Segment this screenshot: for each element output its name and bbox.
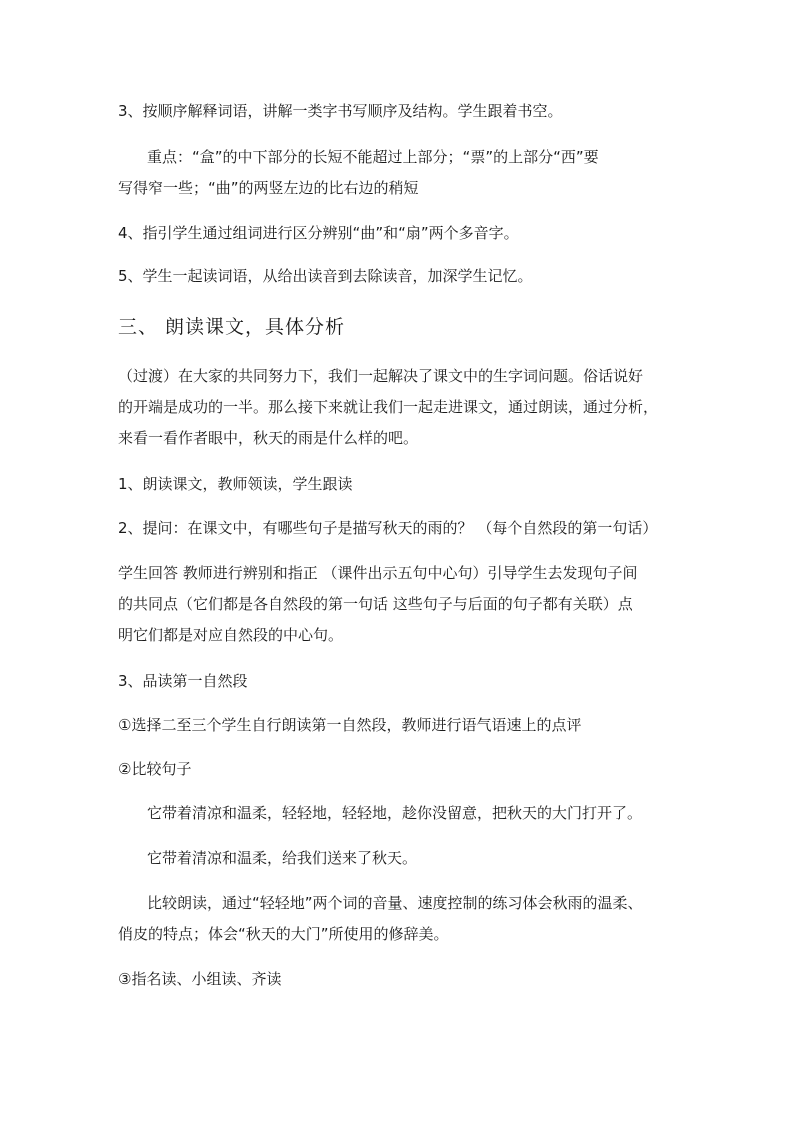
transition-line-1: （过渡）在大家的共同努力下，我们一起解决了课文中的生字词问题。俗话说好 xyxy=(118,367,644,385)
item-3-text: ③指名读、小组读、齐读 xyxy=(118,970,282,988)
item-1-text: ①选择二至三个学生自行朗读第一自然段，教师进行语气语速上的点评 xyxy=(118,716,582,734)
answer-line-1: 学生回答 教师进行辨别和指正 （课件出示五句中心句）引导学生去发现句子间 xyxy=(118,564,638,582)
step-3b-text: 3、品读第一自然段 xyxy=(118,672,248,690)
transition-line-3: 来看一看作者眼中，秋天的雨是什么样的吧。 xyxy=(118,429,419,447)
step-4-text: 4、指引学生通过组词进行区分辨别“曲”和“扇”两个多音字。 xyxy=(118,224,519,242)
step-1-text: 1、朗读课文，教师领读，学生跟读 xyxy=(118,475,353,493)
step-2-text: 2、提问：在课文中，有哪些句子是描写秋天的雨的？ （每个自然段的第一句话） xyxy=(118,519,658,537)
step-5-text: 5、学生一起读词语，从给出读音到去除读音，加深学生记忆。 xyxy=(118,267,533,285)
answer-line-2: 的共同点（它们都是各自然段的第一句话 这些句子与后面的句子都有关联）点 xyxy=(118,595,633,613)
answer-line-3: 明它们都是对应自然段的中心句。 xyxy=(118,626,344,644)
key-point-line-1: 重点：“盒”的中下部分的长短不能超过上部分；“票”的上部分“西”要 xyxy=(147,148,599,166)
sentence-2: 它带着清凉和温柔，给我们送来了秋天。 xyxy=(147,849,418,867)
sentence-1: 它带着清凉和温柔，轻轻地，轻轻地，趁你没留意，把秋天的大门打开了。 xyxy=(147,804,643,822)
key-point-line-2: 写得窄一些；“曲”的两竖左边的比右边的稍短 xyxy=(118,179,419,197)
section-heading: 三、 朗读课文，具体分析 xyxy=(118,316,346,338)
step-3-text: 3、按顺序解释词语，讲解一类字书写顺序及结构。学生跟着书空。 xyxy=(118,102,563,120)
compare-line-1: 比较朗读，通过“轻轻地”两个词的音量、速度控制的练习体会秋雨的温柔、 xyxy=(147,894,643,912)
compare-line-2: 俏皮的特点；体会“秋天的大门”所使用的修辞美。 xyxy=(118,925,449,943)
item-2-text: ②比较句子 xyxy=(118,760,192,778)
transition-line-2: 的开端是成功的一半。那么接下来就让我们一起走进课文，通过朗读，通过分析， xyxy=(118,398,659,416)
